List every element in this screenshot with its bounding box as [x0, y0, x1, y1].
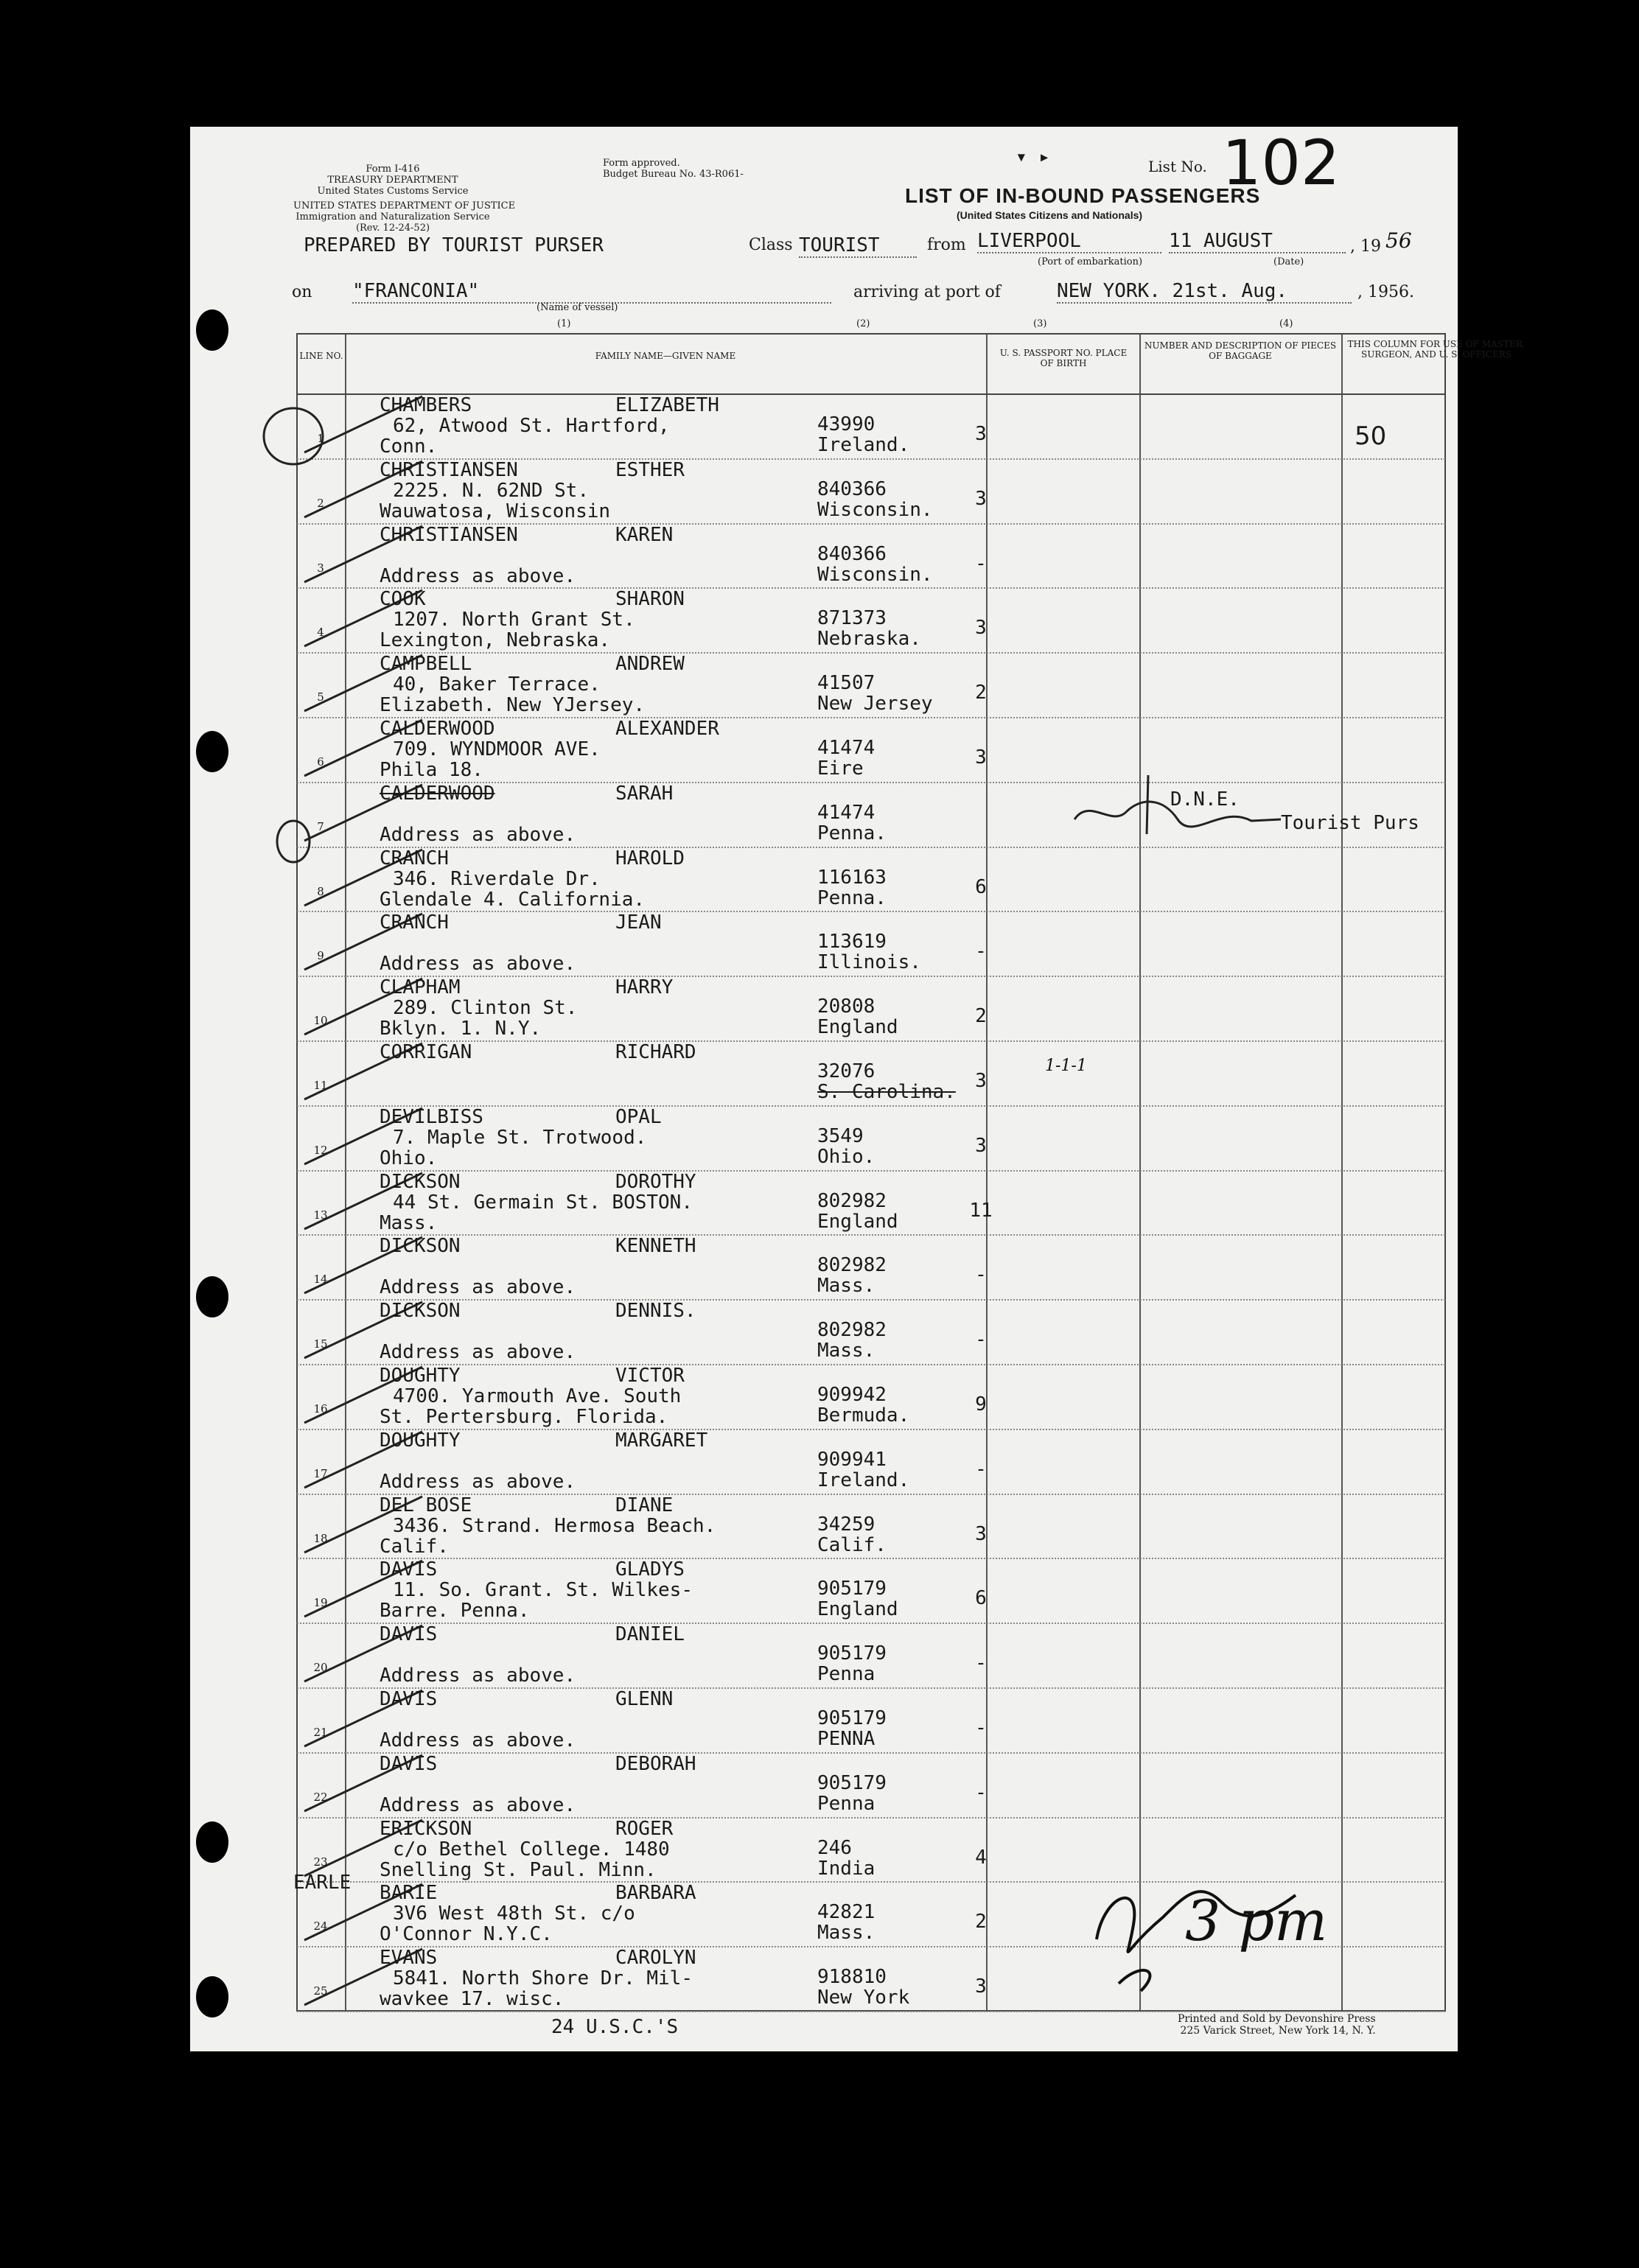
- address-line2: St. Pertersburg. Florida.: [380, 1406, 668, 1428]
- baggage-count: -: [975, 1329, 987, 1351]
- address-line1: 3V6 West 48th St. c/o: [393, 1903, 635, 1925]
- place-of-birth: New Jersey: [817, 693, 933, 715]
- place-of-birth: England: [817, 1016, 898, 1039]
- passenger-name: [380, 1235, 696, 1258]
- address-line2: Glendale 4. California.: [380, 888, 646, 911]
- passport-number: 3549: [817, 1124, 864, 1147]
- table-row: [297, 1040, 1445, 1107]
- family-name: CALDERWOOD: [380, 782, 495, 805]
- given-name: ESTHER: [615, 458, 685, 481]
- family-name: EVANS: [380, 1947, 438, 1970]
- address-line1: 709. WYNDMOOR AVE.: [393, 738, 601, 760]
- given-name: HARRY: [615, 976, 674, 999]
- place-of-birth: Penna.: [817, 886, 887, 909]
- line-number: 2: [317, 496, 324, 510]
- earle-note: EARLE: [293, 1872, 352, 1894]
- binder-hole: [196, 309, 228, 351]
- table-row: [297, 976, 1445, 1042]
- place-of-birth: Eire: [817, 757, 864, 780]
- family-name: CHAMBERS: [380, 394, 472, 416]
- family-name: CHRISTIANSEN: [380, 523, 518, 546]
- form-revision: (Rev. 12-24-52): [355, 223, 430, 234]
- port-caption: (Port of embarkation): [1038, 256, 1143, 267]
- address-line2: Address as above.: [380, 1470, 576, 1493]
- place-of-birth: Ohio.: [817, 1145, 876, 1168]
- address-line2: Address as above.: [380, 1341, 576, 1364]
- passport-number: 905179: [817, 1771, 887, 1794]
- passport-number: 802982: [817, 1319, 887, 1342]
- family-name: CORRIGAN: [380, 1041, 472, 1063]
- family-name: CLAPHAM: [380, 976, 461, 999]
- binder-hole: [196, 1276, 228, 1317]
- arrival-year: , 1956.: [1357, 283, 1414, 301]
- year-handwritten: 56: [1385, 228, 1412, 253]
- family-name: DEL BOSE: [380, 1494, 472, 1516]
- col1-number: (1): [557, 318, 571, 329]
- col3-number: (3): [1033, 318, 1047, 329]
- form-page: [190, 127, 1526, 2051]
- header-baggage: NUMBER AND DESCRIPTION OF PIECES OF BAGGAGE: [1144, 340, 1337, 361]
- place-of-birth: Bermuda.: [817, 1404, 910, 1427]
- address-line1: 289. Clinton St.: [393, 997, 578, 1020]
- budget-bureau: Budget Bureau No. 43-R061-: [603, 169, 744, 180]
- place-of-birth: England: [817, 1210, 898, 1233]
- form-title: LIST OF IN-BOUND PASSENGERS: [905, 184, 1261, 207]
- baggage-count: 2: [975, 1911, 987, 1933]
- header-line-no: LINE NO.: [299, 351, 343, 361]
- given-name: ROGER: [615, 1817, 674, 1840]
- line-number: 7: [317, 819, 324, 833]
- line-number: 1: [317, 432, 324, 445]
- passenger-name: [380, 1105, 662, 1128]
- printer-line1: Printed and Sold by Devonshire Press: [1178, 2013, 1376, 2025]
- family-name: CRANCH: [380, 911, 449, 934]
- class-value: TOURIST: [799, 234, 917, 258]
- passport-number: 32076: [817, 1060, 876, 1082]
- passenger-name: [380, 458, 685, 481]
- place-of-birth: Mass.: [817, 1922, 876, 1945]
- address-line1: c/o Bethel College. 1480: [393, 1838, 670, 1861]
- baggage-count: 6: [975, 1587, 987, 1610]
- address-line1: 346. Riverdale Dr.: [393, 867, 601, 890]
- passenger-name: [380, 1170, 696, 1193]
- given-name: DIANE: [615, 1494, 674, 1516]
- table-row: [297, 652, 1445, 718]
- address-line1: 1207. North Grant St.: [393, 609, 635, 631]
- passenger-name: [380, 1752, 696, 1775]
- officer-initials-scribble: [1074, 1851, 1384, 1998]
- address-line1: 7. Maple St. Trotwood.: [393, 1126, 647, 1149]
- passport-number: 871373: [817, 607, 887, 630]
- passenger-name: [380, 394, 719, 416]
- line-number: 6: [317, 755, 324, 769]
- address-line1: 11. So. Grant. St. Wilkes-: [393, 1579, 693, 1602]
- family-name: COOK: [380, 588, 426, 611]
- passenger-name: [380, 523, 674, 546]
- table-row: [297, 1687, 1445, 1754]
- baggage-count: 6: [975, 875, 987, 898]
- address-line2: Bklyn. 1. N.Y.: [380, 1018, 542, 1040]
- passenger-name: [380, 1688, 674, 1710]
- passport-number: 41474: [817, 737, 876, 759]
- table-row: [297, 1170, 1445, 1236]
- binder-hole: [196, 1821, 228, 1863]
- arrival-port-date: NEW YORK. 21st. Aug.: [1057, 280, 1352, 304]
- embarkation-port: LIVERPOOL: [977, 230, 1161, 253]
- address-line2: Address as above.: [380, 953, 576, 976]
- passenger-name: [380, 1494, 674, 1516]
- address-line2: Lexington, Nebraska.: [380, 629, 611, 652]
- passport-number: 246: [817, 1836, 852, 1859]
- address-line2: Address as above.: [380, 564, 576, 587]
- table-row: [297, 1105, 1445, 1172]
- passenger-name: [380, 847, 685, 869]
- family-name: DICKSON: [380, 1300, 461, 1323]
- passenger-rows: [297, 393, 1445, 2012]
- passport-number: 113619: [817, 931, 887, 953]
- address-line2: Address as above.: [380, 1793, 576, 1816]
- table-row: [297, 1429, 1445, 1495]
- passport-number: 840366: [817, 542, 887, 565]
- line-number: 20: [313, 1661, 328, 1675]
- vessel-caption: (Name of vessel): [537, 302, 618, 313]
- line-number: 14: [313, 1273, 328, 1287]
- passport-number: 42821: [817, 1901, 876, 1924]
- year-prefix: , 19: [1350, 237, 1381, 256]
- place-of-birth: Penna: [817, 1663, 876, 1686]
- given-name: VICTOR: [615, 1365, 685, 1387]
- officer-note-50: 50: [1355, 421, 1387, 451]
- given-name: KAREN: [615, 523, 674, 546]
- passport-number: 909942: [817, 1384, 887, 1406]
- baggage-count: -: [975, 552, 987, 575]
- table-row: [297, 458, 1445, 525]
- passport-number: 34259: [817, 1513, 876, 1536]
- table-row: [297, 1494, 1445, 1560]
- given-name: ELIZABETH: [615, 394, 719, 416]
- place-of-birth: Penna.: [817, 822, 887, 844]
- address-line2: Ohio.: [380, 1147, 438, 1169]
- place-of-birth: Ireland.: [817, 1469, 910, 1491]
- date-caption: (Date): [1273, 256, 1304, 267]
- given-name: DENNIS.: [615, 1300, 696, 1323]
- passport-number: 905179: [817, 1642, 887, 1665]
- col4-number: (4): [1279, 318, 1293, 329]
- embarkation-date: 11 AUGUST: [1169, 230, 1346, 253]
- passenger-name: [380, 653, 685, 676]
- address-line2: Snelling St. Paul. Minn.: [380, 1858, 657, 1881]
- address-line1: 40, Baker Terrace.: [393, 673, 601, 696]
- binder-hole: [196, 1976, 228, 2017]
- purser-signature-scribble: [1060, 768, 1296, 841]
- given-name: OPAL: [615, 1105, 662, 1128]
- tourist-purser-note: Tourist Purs: [1281, 812, 1419, 834]
- address-line1: 3436. Strand. Hermosa Beach.: [393, 1514, 716, 1537]
- line-number: 9: [317, 949, 324, 963]
- line-number: 11: [313, 1079, 328, 1092]
- baggage-count: 3: [975, 1070, 987, 1092]
- passport-number: 802982: [817, 1189, 887, 1212]
- passport-number: 840366: [817, 477, 887, 500]
- table-row: [297, 1752, 1445, 1819]
- table-row: [297, 1234, 1445, 1301]
- family-name: DICKSON: [380, 1235, 461, 1258]
- header-officers: THIS COLUMN FOR USE OF MASTER, SURGEON, AND U. S. OFFICERS: [1347, 339, 1526, 360]
- place-of-birth: Ireland.: [817, 434, 910, 456]
- address-line2: Barre. Penna.: [380, 1600, 530, 1623]
- address-line1: 2225. N. 62ND St.: [393, 479, 590, 502]
- family-name: DAVIS: [380, 1558, 438, 1581]
- passenger-name: [380, 1882, 696, 1905]
- baggage-count: -: [975, 1781, 987, 1804]
- family-name: DAVIS: [380, 1623, 438, 1646]
- address-line2: Address as above.: [380, 1729, 576, 1751]
- family-name: DAVIS: [380, 1688, 438, 1710]
- passenger-name: [380, 718, 719, 740]
- line-number: 24: [313, 1919, 328, 1933]
- passenger-name: [380, 782, 674, 805]
- passport-number: 41474: [817, 801, 876, 824]
- header-name: FAMILY NAME—GIVEN NAME: [595, 351, 736, 361]
- form-agency-block: [271, 164, 514, 197]
- line-number: 5: [317, 690, 324, 704]
- given-name: HAROLD: [615, 847, 685, 869]
- class-label: Class: [749, 236, 793, 254]
- line-number: 19: [313, 1596, 328, 1610]
- list-no-label: List No.: [1148, 158, 1207, 175]
- address-line2: Elizabeth. New YJersey.: [380, 694, 646, 717]
- line-number: 21: [313, 1726, 328, 1739]
- given-name: KENNETH: [615, 1235, 696, 1258]
- passenger-name: [380, 1429, 708, 1452]
- line-number: 3: [317, 561, 324, 575]
- family-name: CAMPBELL: [380, 653, 472, 676]
- given-name: MARGARET: [615, 1429, 708, 1452]
- place-of-birth: Calif.: [817, 1533, 887, 1556]
- place-of-birth: Mass.: [817, 1340, 876, 1362]
- printer-credit: [1178, 2013, 1376, 2037]
- passport-number: 905179: [817, 1578, 887, 1600]
- line-number: 10: [313, 1014, 328, 1028]
- baggage-count: 3: [975, 746, 987, 769]
- baggage-count: 3: [975, 487, 987, 510]
- place-of-birth: Illinois.: [817, 951, 921, 974]
- table-row: [297, 587, 1445, 654]
- address-line2: Conn.: [380, 435, 438, 458]
- family-name: DOUGHTY: [380, 1429, 461, 1452]
- address-line2: Address as above.: [380, 1665, 576, 1687]
- family-name: DAVIS: [380, 1752, 438, 1775]
- circle-mark: [249, 392, 338, 480]
- dne-note: D.N.E.: [1170, 788, 1240, 811]
- line-number: 15: [313, 1337, 328, 1351]
- baggage-count: 3: [975, 1975, 987, 1998]
- passport-number: 918810: [817, 1966, 887, 1989]
- passenger-name: [380, 1558, 685, 1581]
- line-number: 4: [317, 626, 324, 640]
- punch-marks: ▾ ▸: [1016, 146, 1050, 168]
- table-row: [297, 1299, 1445, 1365]
- given-name: ALEXANDER: [615, 718, 719, 740]
- on-label: on: [292, 283, 312, 301]
- form-subtitle: (United States Citizens and Nationals): [957, 209, 1143, 221]
- line-number: 23: [313, 1855, 328, 1869]
- line-number: 8: [317, 884, 324, 898]
- table-row: [297, 911, 1445, 977]
- given-name: JEAN: [615, 911, 662, 934]
- col2-number: (2): [856, 318, 870, 329]
- treasury-dept: TREASURY DEPARTMENT: [327, 175, 458, 186]
- passenger-name: [380, 911, 662, 934]
- uscs-count: 24 U.S.C.'S: [551, 2016, 679, 2038]
- family-name: DEVILBISS: [380, 1105, 483, 1128]
- line-number: 17: [313, 1466, 328, 1480]
- from-label: from: [927, 236, 966, 254]
- passport-number: 41507: [817, 672, 876, 695]
- binder-hole: [196, 731, 228, 772]
- address-line1: 4700. Yarmouth Ave. South: [393, 1385, 682, 1407]
- passport-number: 909941: [817, 1448, 887, 1471]
- given-name: SARAH: [615, 782, 674, 805]
- customs-service: United States Customs Service: [317, 186, 469, 197]
- place-of-birth: PENNA: [817, 1728, 876, 1750]
- place-of-birth: Wisconsin.: [817, 563, 933, 586]
- header-passport: U. S. PASSPORT NO. PLACE OF BIRTH: [999, 348, 1128, 368]
- place-of-birth: Penna: [817, 1792, 876, 1815]
- address-line2: Mass.: [380, 1211, 438, 1234]
- line-number: 22: [313, 1790, 328, 1804]
- given-name: DEBORAH: [615, 1752, 696, 1775]
- given-name: CAROLYN: [615, 1947, 696, 1970]
- baggage-count: -: [975, 1652, 987, 1675]
- justice-block: [293, 200, 516, 234]
- address-line2: Wauwatosa, Wisconsin: [380, 500, 611, 522]
- circle-mark: [264, 812, 323, 871]
- row11-mark: 1-1-1: [1045, 1057, 1087, 1075]
- vessel-name: "FRANCONIA": [352, 280, 831, 304]
- family-name: CHRISTIANSEN: [380, 458, 518, 481]
- baggage-count: 3: [975, 423, 987, 445]
- address-line2: Phila 18.: [380, 759, 483, 781]
- given-name: DANIEL: [615, 1623, 685, 1646]
- table-row: [297, 847, 1445, 913]
- passport-number: 802982: [817, 1254, 887, 1277]
- line-number: 25: [313, 1984, 328, 1998]
- place-of-birth: Nebraska.: [817, 628, 921, 651]
- passenger-name: [380, 976, 674, 999]
- line-number: 16: [313, 1402, 328, 1415]
- table-row: [297, 1364, 1445, 1430]
- baggage-count: 9: [975, 1393, 987, 1415]
- form-number: Form I-416: [366, 164, 420, 175]
- family-name: ERICKSON: [380, 1817, 472, 1840]
- baggage-count: 3: [975, 617, 987, 640]
- baggage-count: -: [975, 1457, 987, 1480]
- place-of-birth: Wisconsin.: [817, 498, 933, 521]
- baggage-count: 2: [975, 682, 987, 704]
- table-row: [297, 1558, 1445, 1624]
- justice-dept: UNITED STATES DEPARTMENT OF JUSTICE: [293, 200, 516, 211]
- place-of-birth: India: [817, 1857, 876, 1880]
- family-name: BARIE: [380, 1882, 438, 1905]
- address-line1: 62, Atwood St. Hartford,: [393, 415, 670, 437]
- line-number: 13: [313, 1208, 328, 1222]
- passenger-name: [380, 1817, 674, 1840]
- printer-line2: 225 Varick Street, New York 14, N. Y.: [1180, 2025, 1376, 2037]
- address-line1: 5841. North Shore Dr. Mil-: [393, 1967, 693, 1990]
- baggage-count: 11: [969, 1199, 993, 1222]
- table-row: [297, 1623, 1445, 1689]
- prepared-by: PREPARED BY TOURIST PURSER: [304, 234, 604, 256]
- table-row: [297, 393, 1445, 460]
- baggage-count: -: [975, 1264, 987, 1287]
- place-of-birth: Mass.: [817, 1275, 876, 1298]
- given-name: DOROTHY: [615, 1170, 696, 1193]
- baggage-count: 3: [975, 1522, 987, 1545]
- baggage-count: -: [975, 1717, 987, 1739]
- place-of-birth: S. Carolina.: [817, 1081, 956, 1103]
- passenger-name: [380, 588, 685, 611]
- address-line2: wavkee 17. wisc.: [380, 1988, 565, 2011]
- family-name: CRANCH: [380, 847, 449, 869]
- family-name: CALDERWOOD: [380, 718, 495, 740]
- given-name: BARBARA: [615, 1882, 696, 1905]
- baggage-count: 2: [975, 1005, 987, 1028]
- address-line2: O'Connor N.Y.C.: [380, 1923, 553, 1946]
- given-name: GLADYS: [615, 1558, 685, 1581]
- given-name: ANDREW: [615, 653, 685, 676]
- given-name: RICHARD: [615, 1041, 696, 1063]
- passenger-name: [380, 1623, 685, 1646]
- family-name: DICKSON: [380, 1170, 461, 1193]
- passport-number: 116163: [817, 866, 887, 889]
- place-of-birth: New York: [817, 1987, 910, 2009]
- approval-block: [603, 158, 750, 180]
- baggage-count: 3: [975, 1134, 987, 1157]
- passenger-name: [380, 1041, 696, 1063]
- baggage-count: 4: [975, 1846, 987, 1869]
- given-name: SHARON: [615, 588, 685, 611]
- address-line2: Address as above.: [380, 1276, 576, 1299]
- arriving-label: arriving at port of: [853, 283, 1001, 301]
- passport-number: 905179: [817, 1707, 887, 1729]
- officer-signature: 3 pm: [1185, 1888, 1328, 1953]
- address-line2: Address as above.: [380, 823, 576, 846]
- form-approved: Form approved.: [603, 158, 680, 169]
- given-name: GLENN: [615, 1688, 674, 1710]
- place-of-birth: England: [817, 1598, 898, 1621]
- baggage-count: -: [975, 940, 987, 963]
- passport-number: 43990: [817, 413, 876, 435]
- line-number: 12: [313, 1143, 328, 1157]
- family-name: DOUGHTY: [380, 1365, 461, 1387]
- passenger-name: [380, 1365, 685, 1387]
- passenger-name: [380, 1300, 696, 1323]
- address-line1: 44 St. Germain St. BOSTON.: [393, 1191, 693, 1214]
- line-number: 18: [313, 1531, 328, 1545]
- passport-number: 20808: [817, 995, 876, 1018]
- passenger-name: [380, 1947, 696, 1970]
- immigration-service: Immigration and Naturalization Service: [296, 211, 490, 223]
- address-line2: Calif.: [380, 1535, 449, 1558]
- list-number: 102: [1222, 127, 1341, 199]
- table-row: [297, 523, 1445, 589]
